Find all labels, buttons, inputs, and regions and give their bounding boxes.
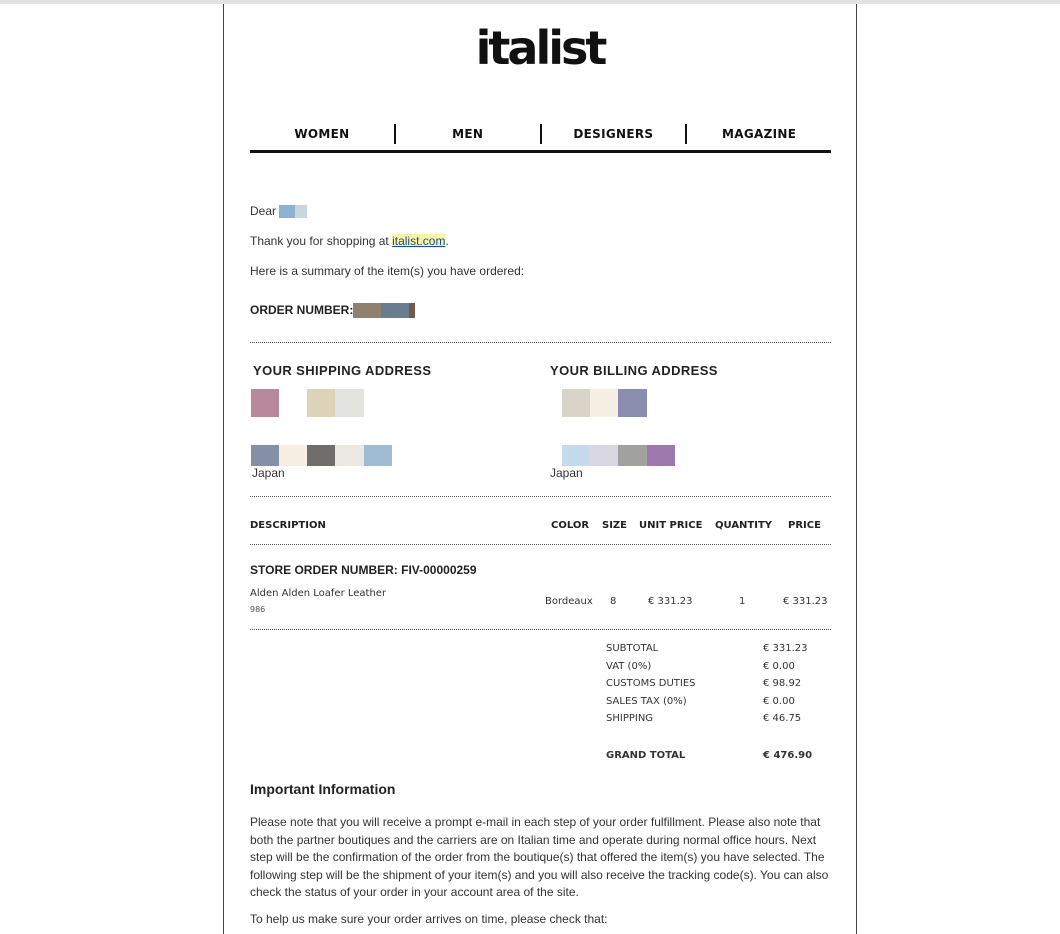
vat-value: € 0.00 [763,661,795,672]
greeting-dear: Dear [250,204,277,218]
item-color: Bordeaux [545,596,593,607]
col-size: SIZE [602,520,628,531]
divider [250,629,831,630]
shipping-country: Japan [252,466,285,480]
col-unit-price: UNIT PRICE [639,520,703,531]
thanks-line [250,234,449,248]
order-number-label: ORDER NUMBER: [250,303,354,317]
redacted-billing-name-3 [618,389,647,417]
redacted-shipping-addr-5 [364,445,392,466]
col-quantity: QUANTITY [715,520,773,531]
order-number [250,303,415,318]
item-name[interactable]: Alden Alden Loafer Leather [250,588,387,599]
greeting [250,204,307,218]
item-quantity: 1 [739,596,746,607]
italist-logo[interactable]: italist [475,21,605,75]
shipping-address-title: YOUR SHIPPING ADDRESS [253,363,432,378]
italist-link[interactable]: italist.com [392,234,446,248]
vat-label: VAT (0%) [606,661,652,672]
redacted-billing-addr-1 [562,445,590,466]
help-text: To help us make sure your order arrives on time, please check that: [250,912,608,926]
divider [250,544,831,545]
redacted-name-1 [279,205,295,218]
item-code: 986 [250,605,266,614]
nav-designers[interactable]: DESIGNERS [573,127,654,141]
important-info-title: Important Information [250,781,396,797]
sales-tax-label: SALES TAX (0%) [606,696,687,707]
divider [250,496,831,497]
customs-value: € 98.92 [763,678,802,689]
col-price: PRICE [788,520,821,531]
redacted-billing-name-1 [562,389,590,417]
subtotal-value: € 331.23 [763,643,808,654]
billing-country: Japan [550,466,583,480]
store-order-number: STORE ORDER NUMBER: FIV-00000259 [250,563,477,577]
email-container [223,4,857,934]
item-price: € 331.23 [783,596,828,607]
billing-address-title: YOUR BILLING ADDRESS [550,363,718,378]
subtotal-label: SUBTOTAL [606,643,659,654]
redacted-order-1 [353,303,381,318]
redacted-name-2 [295,205,307,218]
grand-total-value: € 476.90 [763,750,813,761]
thanks-suffix: . [445,234,449,248]
thanks-prefix: Thank you for shopping at [250,234,393,248]
sales-tax-value: € 0.00 [763,696,795,707]
nav-women[interactable]: WOMEN [294,127,350,141]
shipping-label: SHIPPING [606,713,654,724]
redacted-shipping-addr-1 [251,445,279,466]
customs-label: CUSTOMS DUTIES [606,678,696,689]
col-description: DESCRIPTION [250,520,326,531]
nav-magazine[interactable]: MAGAZINE [722,127,797,141]
redacted-billing-addr-2 [590,445,618,466]
redacted-shipping-addr-2 [279,445,307,466]
redacted-shipping-name-3 [335,389,364,417]
redacted-billing-name-2 [590,389,618,417]
important-info-text: Please note that you will receive a prompt e-mail in each step of your order fulfillment. Please also note that both the partner boutiques and the carriers are on Italian time and operate during normal office hours. Next step will be the confirmation of the order from the boutique(s) that offered the item(s) you have selected. The following step will be the shipment of your item(s) and you will also receive the tracking code(s). You can also check the status of your order in your account area of the site. [250,815,829,899]
redacted-billing-addr-4 [647,445,675,466]
divider [250,342,831,343]
redacted-shipping-addr-4 [335,445,364,466]
redacted-shipping-addr-3 [307,445,335,466]
nav-men[interactable]: MEN [452,127,484,141]
redacted-shipping-name-2 [307,389,335,417]
redacted-shipping-name-1 [251,389,279,417]
grand-total-label: GRAND TOTAL [606,750,686,761]
col-color: COLOR [551,520,590,531]
shipping-value: € 46.75 [763,713,802,724]
main-nav [250,118,831,153]
redacted-billing-addr-3 [618,445,647,466]
redacted-order-3 [409,303,415,318]
summary-text: Here is a summary of the item(s) you have ordered: [250,264,525,278]
item-unit-price: € 331.23 [648,596,693,607]
item-size: 8 [610,596,617,607]
redacted-order-2 [381,303,409,318]
